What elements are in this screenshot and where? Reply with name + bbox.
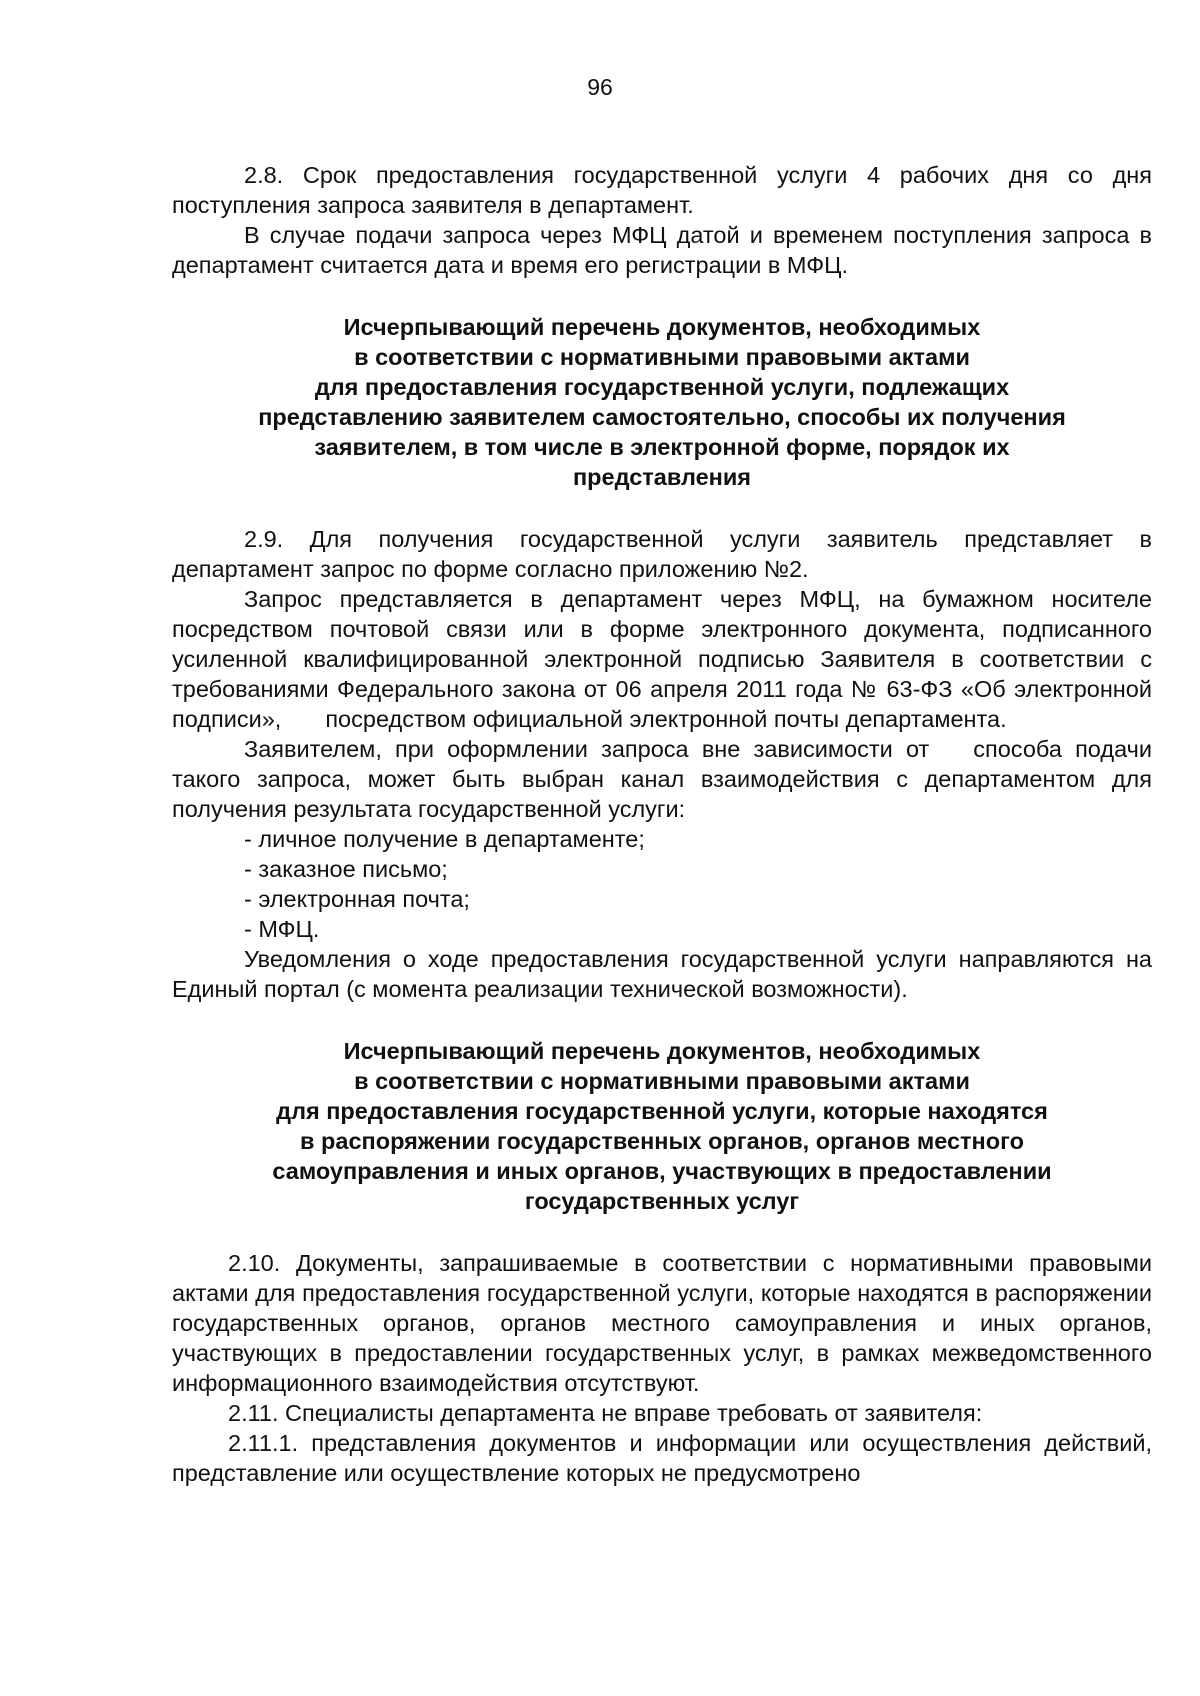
paragraph-applicant-channel — [172, 734, 1152, 824]
document-body — [172, 160, 1152, 1488]
list-item-channel: - электронная почта; — [244, 886, 470, 912]
paragraph-2-9: 2.9. Для получения государственной услуги заявитель представляет в департамент запрос по форме согласно приложению №2. — [172, 526, 1152, 582]
heading-line: самоуправления и иных органов, участвующих в предоставлении — [272, 1158, 1052, 1184]
applicant-text-part2: способа подачи такого запроса, может быть выбран канал взаимодействия с департаментом для получения результата государственной услуги: — [172, 736, 1152, 822]
paragraph-2-8: 2.8. Срок предоставления государственной услуги 4 рабочих дня со дня поступления запроса заявителя в департамент. — [172, 162, 1152, 218]
paragraph-notifications: Уведомления о ходе предоставления государственной услуги направляются на Единый портал (с момента реализации технической возможности). — [172, 946, 1152, 1002]
paragraph-2-11-1: 2.11.1. представления документов и информации или осуществления действий, представление или осуществление которых не предусмотрено — [172, 1430, 1152, 1486]
heading-line: в распоряжении государственных органов, органов местного — [300, 1128, 1024, 1154]
heading-line: государственных услуг — [524, 1188, 800, 1214]
page-number: 96 — [587, 74, 613, 100]
heading-line: представлению заявителем самостоятельно, способы их получения — [258, 404, 1066, 430]
applicant-text-part1: Заявителем, при оформлении запроса вне зависимости от — [244, 736, 930, 762]
list-item-channel: - заказное письмо; — [244, 856, 448, 882]
heading-line: для предоставления государственной услуги, подлежащих — [314, 374, 1010, 400]
paragraph-request-submission — [172, 584, 1152, 734]
list-item-channel: - МФЦ. — [244, 916, 320, 942]
heading-line: Исчерпывающий перечень документов, необходимых — [343, 1038, 981, 1064]
heading-line: Исчерпывающий перечень документов, необходимых — [343, 314, 981, 340]
section-heading-applicant-documents — [172, 312, 1152, 492]
section-heading-interagency-documents — [172, 1036, 1152, 1216]
heading-line: в соответствии с нормативными правовыми актами — [354, 344, 970, 370]
paragraph-2-10: 2.10. Документы, запрашиваемые в соответствии с нормативными правовыми актами для предоставления государственной услуги, которые находятся в распоряжении государственных органов, органов местного самоуправления и иных органов, участвующих в предоставлении государственных услуг, в рамках межведомственного информационного взаимодействия отсутствуют. — [172, 1250, 1152, 1396]
paragraph-mfc-date: В случае подачи запроса через МФЦ датой и временем поступления запроса в департамент считается дата и время его регистрации в МФЦ. — [172, 222, 1152, 278]
heading-line: для предоставления государственной услуги, которые находятся — [276, 1098, 1048, 1124]
list-item-channel: - личное получение в департаменте; — [244, 826, 645, 852]
request-text-part2: посредством официальной электронной почты департамента. — [325, 706, 1007, 732]
heading-line: представления — [572, 464, 752, 490]
heading-line: заявителем, в том числе в электронной форме, порядок их — [314, 434, 1010, 460]
paragraph-2-11: 2.11. Специалисты департамента не вправе требовать от заявителя: — [228, 1400, 983, 1426]
heading-line: в соответствии с нормативными правовыми актами — [354, 1068, 970, 1094]
request-text-part1: Запрос представляется в департамент через МФЦ, на бумажном носителе посредством почтовой связи или в форме электронного документа, подписанного усиленной квалифицированной электронной подписью Заявителя в соответствии с требованиями Федерального закона от 06 апреля 2011 года № 63-ФЗ «Об электронной подписи», — [172, 586, 1152, 732]
